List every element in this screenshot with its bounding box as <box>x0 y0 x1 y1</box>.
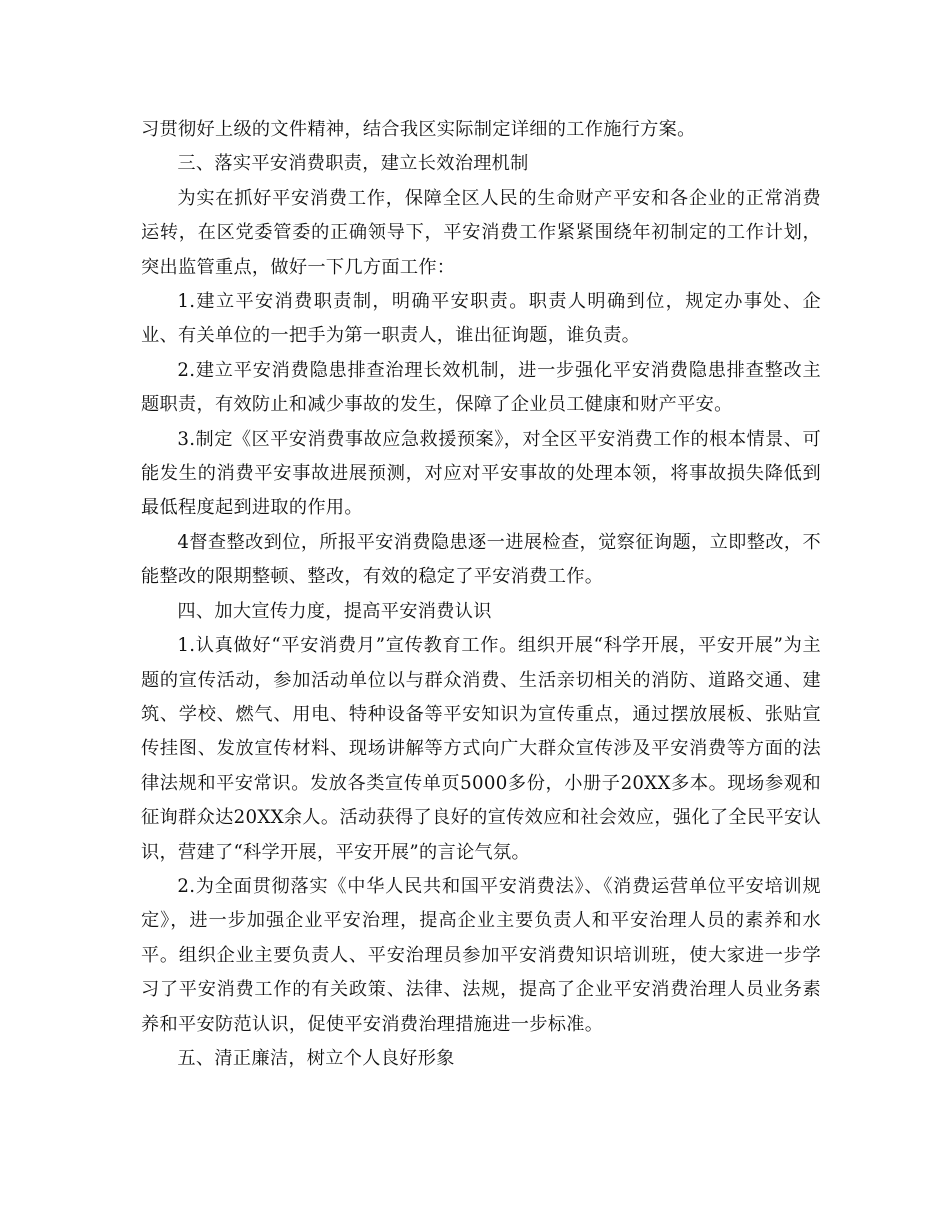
document-body <box>141 113 821 1076</box>
section-heading-4: 四、加大宣传力度，提高平安消费认识 <box>177 600 492 622</box>
section-heading-3: 三、落实平安消费职责，建立长效治理机制 <box>177 153 529 175</box>
paragraph-intro: 为实在抓好平安消费工作，保障全区人民的生命财产平安和各企业的正常消费运转，在区党委管委的正确领导下，平安消费工作紧紧围绕年初制定的工作计划，突出监管重点，做好一下几方面工作： <box>141 187 821 278</box>
list-item-publicity-1: 1.认真做好“平安消费月”宣传教育工作。组织开展“科学开展，平安开展”为主题的宣传活动，参加活动单位以与群众消费、生活亲切相关的消防、道路交通、建筑、学校、燃气、用电、特种设备等平安知识为宣传重点，通过摆放展板、张贴宣传挂图、发放宣传材料、现场讲解等方式向广大群众宣传涉及平安消费等方面的法律法规和平安常识。发放各类宣传单页5000多份，小册子20XX多本。现场参观和征询群众达20XX余人。活动获得了良好的宣传效应和社会效应，强化了全民平安认识，营建了“科学开展，平安开展”的言论气氛。 <box>141 635 821 863</box>
list-item-3: 3.制定《区平安消费事故应急救援预案》，对全区平安消费工作的根本情景、可能发生的消费平安事故进展预测，对应对平安事故的处理本领，将事故损失降低到最低程度起到进取的作用。 <box>141 428 821 519</box>
paragraph-continuation: 习贯彻好上级的文件精神，结合我区实际制定详细的工作施行方案。 <box>141 119 696 140</box>
section-heading-5: 五、清正廉洁，树立个人良好形象 <box>177 1047 455 1069</box>
list-item-4: 4督查整改到位，所报平安消费隐患逐一进展检查，觉察征询题，立即整改，不能整改的限期整顿、整改，有效的稳定了平安消费工作。 <box>141 531 821 588</box>
list-item-1: 1.建立平安消费职责制，明确平安职责。职责人明确到位，规定办事处、企业、有关单位的一把手为第一职责人，谁出征询题，谁负责。 <box>141 291 821 347</box>
list-item-2: 2.建立平安消费隐患排查治理长效机制，进一步强化平安消费隐患排查整改主题职责，有效防止和减少事故的发生，保障了企业员工健康和财产平安。 <box>141 359 821 416</box>
list-item-publicity-2: 2.为全面贯彻落实《中华人民共和国平安消费法》、《消费运营单位平安培训规定》，进一步加强企业平安治理，提高企业主要负责人和平安治理人员的素养和水平。组织企业主要负责人、平安治理员参加平安消费知识培训班，使大家进一步学习了平安消费工作的有关政策、法律、法规，提高了企业平安消费治理人员业务素养和平安防范认识，促使平安消费治理措施进一步标准。 <box>141 875 821 1035</box>
